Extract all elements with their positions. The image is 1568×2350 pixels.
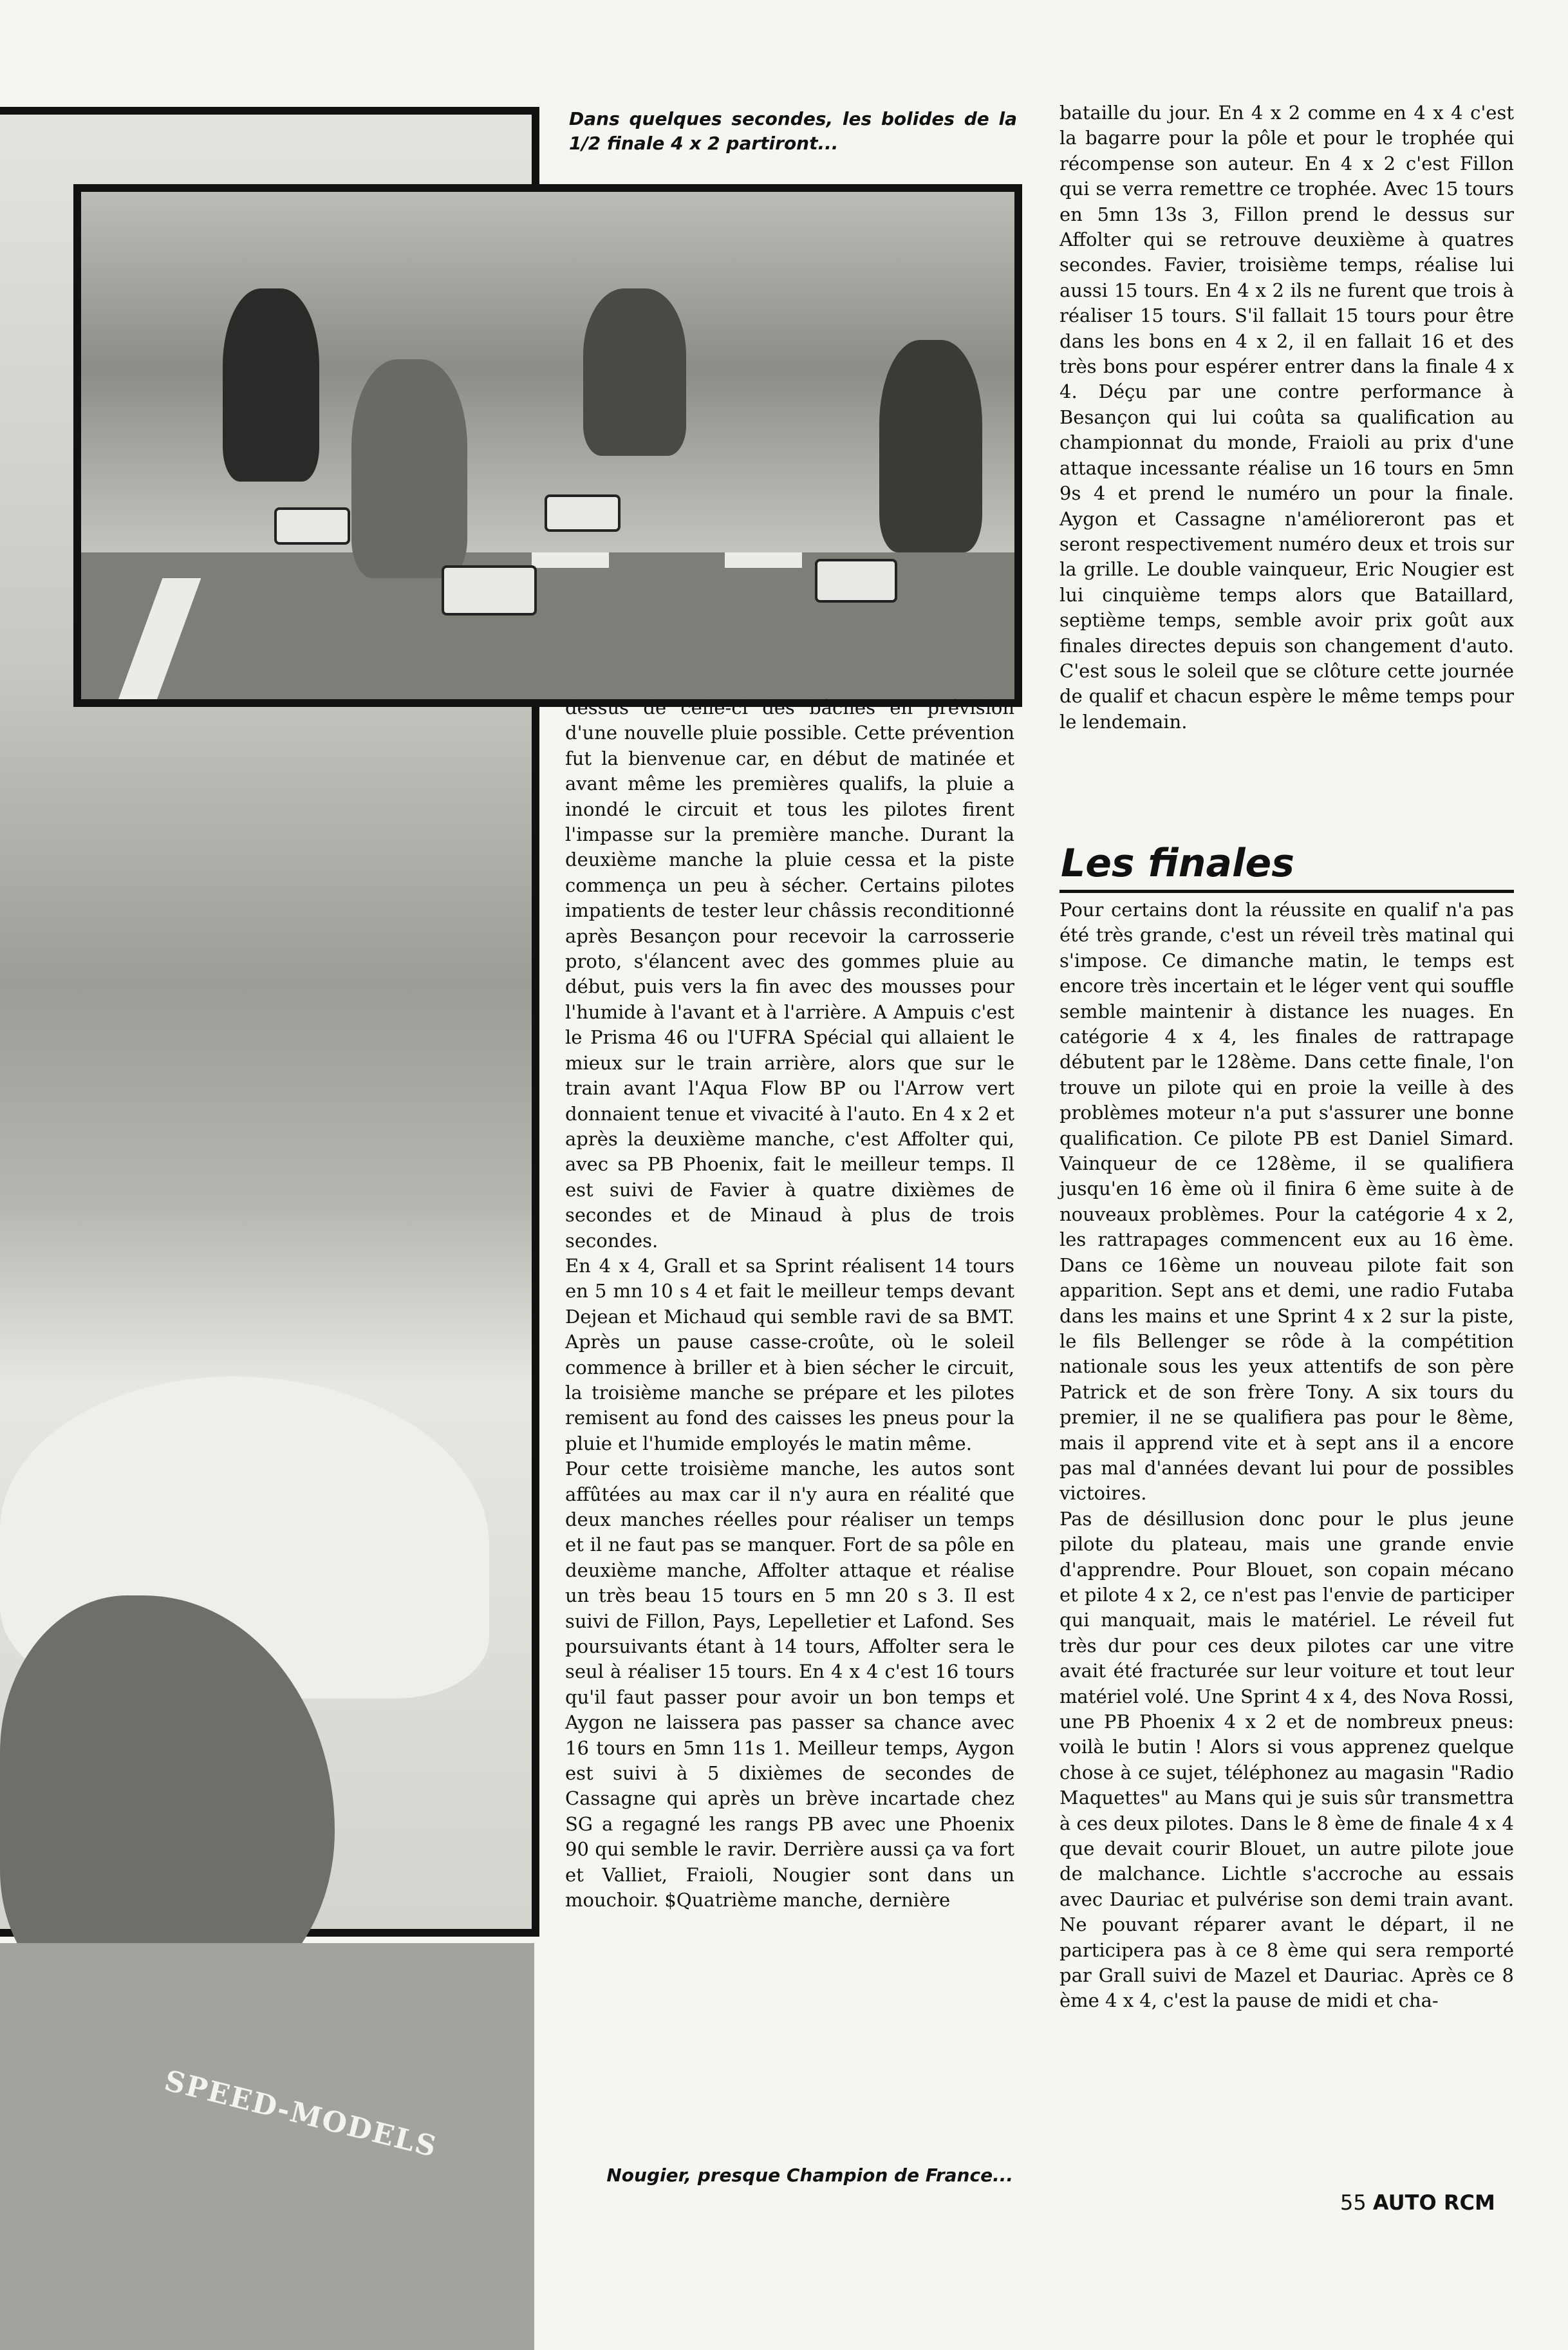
photo-track-line xyxy=(532,552,609,568)
paragraph: bataille du jour. En 4 x 2 comme en 4 x 4 c'est la bagarre pour la pôle et pour le trophée qui récompense son auteur. En 4 x 2 c'est Fillon qui se verra remettre ce trophée. Avec 15 tours en 5mn 13s 3, Fillon prend le dessus sur Affolter qui se retrouve deuxième à quatres secondes. Favier, troisième temps, réalise lui aussi 15 tours. En 4 x 2 ils ne furent que trois à réaliser 15 tours. S'il fallait 15 tours pour être dans les bons en 4 x 2, il en fallait 16 et des très bons pour espérer entrer dans la finale 4 x 4. Déçu par une contre performance à Besançon qui lui coûta sa qualification au championnat du monde, Fraioli au prix d'une attaque incessante réalise un 16 tours en 5mn 9s 4 et prend le numéro un pour la finale. Aygon et Cassagne n'amélioreront pas et seront respectivement numéro deux et trois sur la grille. Le double vainqueur, Eric Nougier est lui cinquième temps alors que Bataillard, septième temps, semble avoir prix goût aux finales directes depuis son changement d'auto. C'est sous le soleil que se clôture cette journée de qualif et chacun espère le même temps pour le lendemain. xyxy=(1059,102,1514,733)
page-number: 55 xyxy=(1340,2190,1373,2215)
photo-pilot xyxy=(879,340,982,552)
page-footer xyxy=(1340,2190,1533,2215)
photo-shirt-logo: SPEED-MODELS xyxy=(161,2064,441,2164)
photo-rc-car xyxy=(545,494,621,532)
paragraph: Pour certains dont la réussite en qualif n'a pas été très grande, c'est un réveil très matinal qui s'impose. Ce dimanche matin, le temps est encore très incertain et le léger vent qui souffle semble maintenir à distance les nuages. En catégorie 4 x 4, les finales de rattrapage débutent par le 128ème. Dans cette finale, l'on trouve un pilote qui en proie la veille à des problèmes moteur n'a put s'assurer une bonne qualification. Ce pilote PB est Daniel Simard. Vainqueur de ce 128ème, il se qualifiera jusqu'en 16 ème où il finira 6 ème suite à de nouveaux problèmes. Pour la catégorie 4 x 2, les rattrapages commencent eux au 16 ème. Dans ce 16ème un nouveau pilote fait son apparition. Sept ans et demi, une radio Futaba dans les mains et une Sprint 4 x 2 sur la piste, le fils Bellenger se rôde à la compétition nationale sous les yeux attentifs de son père Patrick et de son frère Tony. A six tours du premier, il ne se qualifiera pas pour le 8ème, mais il apprend vite et à sept ans il a encore pas mal d'années devant lui pour de possibles victoires. xyxy=(1059,899,1514,1505)
paragraph: dessus de celle-ci des bâches en prévision d'une nouvelle pluie possible. Cette prévention fut la bienvenue car, en début de matinée et avant même les premières qualifs, la pluie a inondé le circuit et tous les pilotes firent l'impasse sur la première manche. Durant la deuxième manche la pluie cessa et la piste commença un peu à sécher. Certains pilotes impatients de tester leur châssis reconditionné après Besançon pour recevoir la carrosserie proto, s'élancent avec des gommes pluie au début, puis vers la fin avec des mousses pour l'humide à l'avant et à l'arrière. A Ampuis c'est le Prisma 46 ou l'UFRA Spécial qui allaient le mieux sur le train arrière, alors que sur le train avant l'Aqua Flow BP ou l'Arrow vert donnaient tenue et vivacité à l'auto. En 4 x 2 et après la deuxième manche, c'est Affolter qui, avec sa PB Phoenix, fait le meilleur temps. Il est suivi de Favier à quatre dixièmes de secondes et de Minaud à plus de trois secondes. xyxy=(565,697,1014,1252)
article-column-right-top xyxy=(1059,100,1514,834)
photo-rc-car xyxy=(274,507,350,545)
paragraph: Pas de désillusion donc pour le plus jeune pilote du plateau, mais une grande envie d'apprendre. Pour Blouet, son copain mécano et pilote 4 x 2, ce n'est pas l'envie de participer qui manquait, mais le matériel. Le réveil fut très dur pour ces deux pilotes car une vitre avait été fracturée sur leur voiture et tout leur matériel volé. Une Sprint 4 x 4, des Nova Rossi, une PB Phoenix 4 x 2 et de nombreux pneus: voilà le butin ! Alors si vous apprenez quelque chose à ce sujet, téléphonez au magasin "Radio Maquettes" au Mans qui je suis sûr transmettra à ces deux pilotes. Dans le 8 ème de finale 4 x 4 que devait courir Blouet, un autre pilote joue de malchance. Lichtle s'accroche au essais avec Dauriac et pulvérise son demi train avant. Ne pouvant réparer avant le départ, il ne participera pas à ce 8 ème qui sera remporté par Grall suivi de Mazel et Dauriac. Après ce 8 ème 4 x 4, c'est la pause de midi et cha- xyxy=(1059,1507,1514,2012)
photo-pilot xyxy=(583,288,686,456)
photo-pilot xyxy=(223,288,319,482)
photo-track-line xyxy=(725,552,802,568)
photo-shirt-shape xyxy=(0,1943,534,2350)
photo-start-grid xyxy=(73,184,1022,707)
magazine-name: AUTO RCM xyxy=(1372,2190,1495,2215)
photo-pilot xyxy=(351,359,467,578)
photo-rc-car xyxy=(815,559,897,603)
caption-start-photo: Dans quelques secondes, les bolides de la 1/2 finale 4 x 2 partiront... xyxy=(569,108,1017,154)
article-column-middle xyxy=(565,695,1014,2060)
heading-rule xyxy=(1059,890,1514,893)
article-column-right-bottom xyxy=(1059,898,1514,2166)
paragraph: Pour cette troisième manche, les autos sont affûtées au max car il n'y aura en réalité que deux manches réelles pour réaliser un temps et il ne faut pas se manquer. Fort de sa pôle en deuxième manche, Affolter attaque et réalise un très beau 15 tours en 5 mn 20 s 3. Il est suivi de Fillon, Pays, Lepelletier et Lafond. Ses poursuivants étant à 14 tours, Affolter sera le seul à réaliser 15 tours. En 4 x 4 c'est 16 tours qu'il faut passer pour avoir un bon temps et Aygon ne laissera pas passer sa chance avec 16 tours en 5mn 11s 1. Meilleur temps, Aygon est suivi à 5 dixièmes de secondes de Cassagne qui après un brève incartade chez SG a regagné les rangs PB avec une Phoenix 90 qui semble le ravir. Derrière aussi ça va fort et Valliet, Fraioli, Nougier sont dans un mouchoir. $Quatrième manche, dernière xyxy=(565,1458,1014,1912)
paragraph: En 4 x 4, Grall et sa Sprint réalisent 14 tours en 5 mn 10 s 4 et fait le meilleur temps devant Dejean et Michaud qui semble ravi de sa BMT. Après un pause casse-croûte, où le soleil commence à briller et à bien sécher le circuit, la troisième manche se prépare et les pilotes remisent au fond des caisses les pneus pour la pluie et l'humide employés le matin même. xyxy=(565,1254,1014,1454)
photo-rc-car xyxy=(442,565,537,616)
caption-portrait-photo: Nougier, presque Champion de France... xyxy=(606,2165,1013,2186)
section-heading-les-finales: Les finales xyxy=(1061,841,1294,886)
